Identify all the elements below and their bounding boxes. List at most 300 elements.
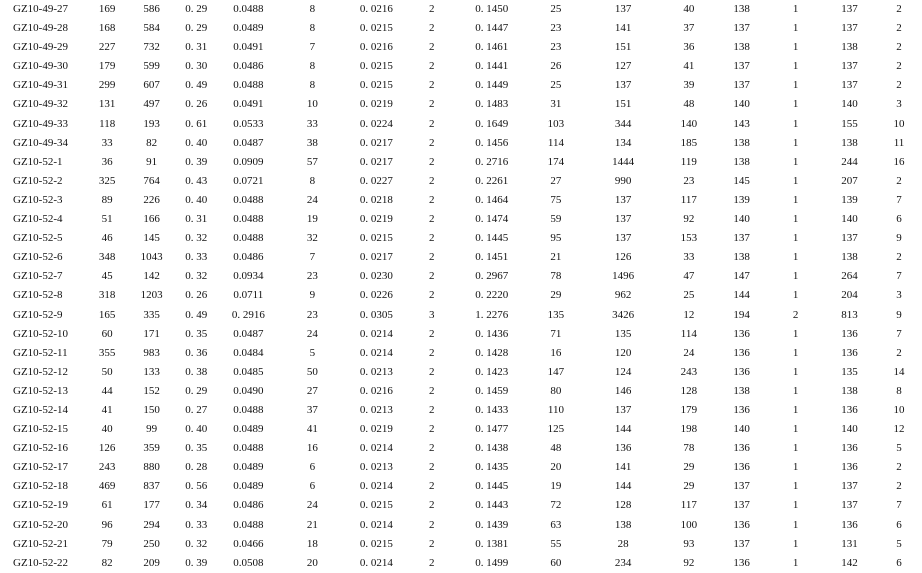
col-4-cell: 0. 61: [185, 117, 208, 130]
col-10-cell: 48: [550, 442, 562, 455]
col-9-cell: 0. 1477: [475, 423, 509, 436]
sample-id-cell: GZ10-52-11: [13, 346, 68, 359]
col-15-cell: 135: [841, 365, 858, 378]
col-9-cell: 1. 2276: [475, 308, 509, 321]
col-15-cell: 140: [841, 423, 858, 436]
col-14-cell: 1: [792, 442, 799, 455]
col-15-cell: 142: [841, 556, 858, 569]
col-11-cell: 120: [614, 346, 632, 359]
col-6-cell: 32: [306, 232, 318, 245]
col-14-cell: 1: [792, 79, 799, 92]
col-4-cell: 0. 28: [185, 461, 208, 474]
col-6-cell: 6: [309, 480, 316, 493]
col-11-cell: 138: [614, 518, 632, 531]
col-14-cell: 1: [792, 60, 799, 73]
col-9-cell: 0. 1483: [475, 98, 509, 111]
col-16-cell: 9: [896, 232, 902, 245]
table-row: [0, 516, 922, 535]
col-14-cell: 1: [792, 98, 799, 111]
col-3-cell: 837: [143, 480, 160, 493]
col-8-cell: 2: [428, 174, 435, 187]
sample-id-cell: GZ10-52-2: [13, 174, 63, 187]
col-16-cell: 2: [896, 3, 902, 15]
col-16-cell: 2: [896, 60, 902, 73]
col-11-cell: 137: [614, 213, 632, 226]
col-4-cell: 0. 36: [185, 346, 208, 359]
col-8-cell: 2: [428, 327, 435, 340]
col-7-cell: 0. 0215: [359, 499, 393, 512]
col-15-cell: 136: [841, 518, 858, 531]
col-13-cell: 137: [733, 480, 750, 493]
col-6-cell: 6: [309, 461, 316, 474]
col-16-cell: 14: [893, 365, 905, 378]
col-6-cell: 24: [306, 499, 318, 512]
col-4-cell: 0. 34: [185, 499, 208, 512]
col-15-cell: 207: [841, 174, 858, 187]
table-row: [0, 76, 922, 95]
table-row: [0, 554, 922, 573]
col-11-cell: 124: [614, 365, 632, 378]
col-11-cell: 1444: [612, 155, 635, 168]
col-10-cell: 75: [550, 193, 562, 206]
col-6-cell: 23: [306, 308, 318, 321]
col-9-cell: 0. 1441: [475, 60, 509, 73]
col-11-cell: 134: [614, 136, 632, 149]
col-7-cell: 0. 0214: [359, 346, 393, 359]
col-12-cell: 33: [683, 251, 695, 264]
col-6-cell: 8: [309, 174, 316, 187]
col-3-cell: 145: [143, 232, 160, 245]
col-10-cell: 55: [550, 537, 562, 550]
col-14-cell: 1: [792, 480, 799, 493]
col-4-cell: 0. 31: [185, 41, 208, 54]
col-5-cell: 0.0487: [233, 136, 264, 149]
col-9-cell: 0. 1456: [475, 136, 509, 149]
col-16-cell: 7: [896, 193, 902, 206]
col-10-cell: 26: [550, 60, 562, 73]
col-6-cell: 50: [306, 365, 318, 378]
col-15-cell: 813: [841, 308, 858, 321]
col-16-cell: 7: [896, 327, 902, 340]
col-9-cell: 0. 1439: [475, 518, 509, 531]
col-3-cell: 1043: [140, 251, 163, 264]
col-9-cell: 0. 1450: [475, 3, 509, 15]
col-10-cell: 25: [550, 79, 562, 92]
col-13-cell: 136: [733, 442, 750, 455]
col-16-cell: 11: [893, 136, 905, 149]
col-12-cell: 185: [680, 136, 698, 149]
col-10-cell: 21: [550, 251, 562, 264]
col-6-cell: 8: [309, 79, 316, 92]
col-15-cell: 137: [841, 480, 858, 493]
table-row: [0, 344, 922, 363]
col-8-cell: 2: [428, 22, 435, 35]
col-4-cell: 0. 38: [185, 365, 208, 378]
col-8-cell: 2: [428, 117, 435, 130]
col-5-cell: 0.0491: [233, 98, 264, 111]
table-row: [0, 382, 922, 401]
col-16-cell: 2: [896, 461, 902, 474]
col-14-cell: 1: [792, 117, 799, 130]
col-14-cell: 1: [792, 518, 799, 531]
col-3-cell: 607: [143, 79, 160, 92]
col-4-cell: 0. 33: [185, 518, 208, 531]
col-6-cell: 10: [306, 98, 318, 111]
col-2-cell: 179: [98, 60, 116, 73]
col-3-cell: 599: [143, 60, 160, 73]
col-7-cell: 0. 0215: [359, 22, 393, 35]
col-2-cell: 61: [101, 499, 113, 512]
col-8-cell: 2: [428, 556, 435, 569]
col-9-cell: 0. 1445: [475, 480, 509, 493]
col-5-cell: 0.0489: [233, 461, 264, 474]
sample-id-cell: GZ10-52-19: [13, 499, 68, 512]
col-13-cell: 138: [733, 251, 750, 264]
col-14-cell: 1: [792, 22, 799, 35]
table-row: [0, 229, 922, 248]
col-2-cell: 168: [98, 22, 116, 35]
col-2-cell: 243: [98, 461, 116, 474]
col-5-cell: 0.0489: [233, 22, 264, 35]
col-8-cell: 2: [428, 365, 435, 378]
col-2-cell: 41: [101, 403, 113, 416]
col-10-cell: 103: [547, 117, 565, 130]
col-7-cell: 0. 0214: [359, 442, 393, 455]
col-14-cell: 1: [792, 499, 799, 512]
col-5-cell: 0.0485: [233, 365, 264, 378]
col-5-cell: 0.0488: [233, 232, 264, 245]
col-2-cell: 355: [98, 346, 116, 359]
table-row: [0, 401, 922, 420]
col-8-cell: 2: [428, 251, 435, 264]
col-7-cell: 0. 0215: [359, 60, 393, 73]
col-4-cell: 0. 40: [185, 193, 208, 206]
col-2-cell: 51: [101, 213, 113, 226]
col-13-cell: 138: [733, 384, 750, 397]
col-9-cell: 0. 1443: [475, 499, 509, 512]
col-8-cell: 2: [428, 537, 435, 550]
col-10-cell: 27: [550, 174, 562, 187]
col-6-cell: 8: [309, 3, 316, 15]
col-11-cell: 137: [614, 3, 632, 15]
col-15-cell: 137: [841, 22, 858, 35]
col-3-cell: 91: [146, 155, 158, 168]
col-2-cell: 131: [98, 98, 116, 111]
table-row: [0, 172, 922, 191]
col-13-cell: 138: [733, 155, 750, 168]
col-8-cell: 2: [428, 41, 435, 54]
col-5-cell: 0. 2916: [231, 308, 265, 321]
col-12-cell: 41: [683, 60, 695, 73]
col-2-cell: 126: [98, 442, 116, 455]
col-12-cell: 37: [683, 22, 695, 35]
col-2-cell: 118: [99, 117, 116, 130]
col-16-cell: 6: [896, 556, 902, 569]
col-11-cell: 144: [614, 423, 632, 436]
col-11-cell: 344: [614, 117, 632, 130]
col-13-cell: 137: [733, 22, 750, 35]
col-16-cell: 10: [893, 117, 905, 130]
col-16-cell: 2: [896, 346, 902, 359]
col-14-cell: 1: [792, 270, 799, 283]
col-2-cell: 33: [101, 136, 113, 149]
col-16-cell: 3: [896, 98, 902, 111]
col-9-cell: 0. 1449: [475, 79, 509, 92]
col-2-cell: 227: [98, 41, 116, 54]
sample-id-cell: GZ10-52-17: [13, 461, 68, 474]
table-row: [0, 420, 922, 439]
col-2-cell: 79: [101, 537, 113, 550]
table-row: [0, 153, 922, 172]
col-5-cell: 0.0488: [233, 193, 264, 206]
col-13-cell: 143: [733, 117, 750, 130]
col-6-cell: 18: [306, 537, 318, 550]
col-14-cell: 1: [792, 289, 799, 302]
col-7-cell: 0. 0217: [359, 136, 393, 149]
col-3-cell: 142: [143, 270, 160, 283]
col-3-cell: 193: [143, 117, 160, 130]
col-15-cell: 155: [841, 117, 858, 130]
col-7-cell: 0. 0214: [359, 480, 393, 493]
col-6-cell: 19: [306, 213, 318, 226]
col-8-cell: 2: [428, 136, 435, 149]
col-6-cell: 38: [306, 136, 318, 149]
col-14-cell: 1: [792, 556, 799, 569]
col-10-cell: 80: [550, 384, 562, 397]
col-11-cell: 127: [614, 60, 632, 73]
sample-id-cell: GZ10-49-30: [13, 60, 68, 73]
col-15-cell: 137: [841, 79, 858, 92]
col-8-cell: 2: [428, 384, 435, 397]
col-11-cell: 137: [614, 79, 632, 92]
col-16-cell: 7: [896, 499, 902, 512]
col-13-cell: 137: [733, 537, 750, 550]
col-9-cell: 0. 1428: [475, 346, 509, 359]
sample-id-cell: GZ10-49-32: [13, 98, 68, 111]
sample-id-cell: GZ10-52-10: [13, 327, 68, 340]
col-11-cell: 128: [614, 499, 632, 512]
col-15-cell: 244: [841, 155, 858, 168]
col-13-cell: 136: [733, 365, 750, 378]
col-4-cell: 0. 40: [185, 423, 208, 436]
sample-id-cell: GZ10-52-5: [13, 232, 63, 245]
col-3-cell: 584: [143, 22, 160, 35]
col-14-cell: 1: [792, 213, 799, 226]
col-6-cell: 8: [309, 22, 316, 35]
sample-id-cell: GZ10-49-31: [13, 79, 68, 92]
col-15-cell: 140: [841, 98, 858, 111]
col-6-cell: 24: [306, 327, 318, 340]
sample-id-cell: GZ10-52-13: [13, 384, 68, 397]
col-5-cell: 0.0488: [233, 3, 264, 15]
col-11-cell: 990: [614, 174, 632, 187]
col-11-cell: 3426: [612, 308, 635, 321]
col-8-cell: 2: [428, 270, 435, 283]
col-2-cell: 44: [101, 384, 113, 397]
col-8-cell: 2: [428, 98, 435, 111]
col-12-cell: 48: [683, 98, 695, 111]
col-13-cell: 138: [733, 41, 750, 54]
col-5-cell: 0.0486: [233, 499, 264, 512]
col-11-cell: 144: [614, 480, 632, 493]
col-7-cell: 0. 0219: [359, 423, 393, 436]
table-row: [0, 248, 922, 267]
col-14-cell: 1: [792, 346, 799, 359]
col-9-cell: 0. 1438: [475, 442, 509, 455]
sample-id-cell: GZ10-52-8: [13, 289, 63, 302]
sample-id-cell: GZ10-49-33: [13, 117, 68, 130]
col-7-cell: 0. 0215: [359, 537, 393, 550]
col-9-cell: 0. 1435: [475, 461, 509, 474]
col-7-cell: 0. 0305: [359, 308, 393, 321]
col-10-cell: 110: [547, 403, 564, 416]
col-16-cell: 5: [896, 442, 902, 455]
col-6-cell: 24: [306, 193, 318, 206]
col-7-cell: 0. 0219: [359, 213, 393, 226]
col-15-cell: 137: [841, 3, 858, 15]
col-7-cell: 0. 0218: [359, 193, 393, 206]
col-4-cell: 0. 39: [185, 155, 208, 168]
col-12-cell: 47: [683, 270, 695, 283]
table-row: [0, 286, 922, 305]
sample-id-cell: GZ10-49-34: [13, 136, 68, 149]
table-row: [0, 191, 922, 210]
col-11-cell: 146: [614, 384, 632, 397]
table-row: [0, 496, 922, 515]
col-14-cell: 1: [792, 365, 799, 378]
col-16-cell: 2: [896, 22, 902, 35]
col-13-cell: 140: [733, 423, 750, 436]
col-7-cell: 0. 0216: [359, 3, 393, 15]
col-10-cell: 78: [550, 270, 562, 283]
col-4-cell: 0. 39: [185, 556, 208, 569]
col-12-cell: 243: [680, 365, 698, 378]
col-8-cell: 2: [428, 60, 435, 73]
col-12-cell: 39: [683, 79, 695, 92]
col-5-cell: 0.0508: [233, 556, 264, 569]
col-12-cell: 23: [683, 174, 695, 187]
col-14-cell: 1: [792, 403, 799, 416]
col-4-cell: 0. 40: [185, 136, 208, 149]
col-5-cell: 0.0533: [233, 117, 264, 130]
col-14-cell: 1: [792, 41, 799, 54]
col-4-cell: 0. 32: [185, 270, 208, 283]
col-3-cell: 880: [143, 461, 160, 474]
col-6-cell: 27: [306, 384, 318, 397]
col-11-cell: 126: [614, 251, 632, 264]
col-13-cell: 136: [733, 556, 750, 569]
col-14-cell: 1: [792, 423, 799, 436]
col-3-cell: 1203: [140, 289, 163, 302]
col-4-cell: 0. 49: [185, 308, 208, 321]
col-10-cell: 114: [547, 136, 564, 149]
sample-id-cell: GZ10-52-12: [13, 365, 68, 378]
col-9-cell: 0. 2967: [475, 270, 509, 283]
col-7-cell: 0. 0230: [359, 270, 393, 283]
col-7-cell: 0. 0213: [359, 403, 393, 416]
sample-id-cell: GZ10-52-21: [13, 537, 68, 550]
table-row: [0, 325, 922, 344]
table-row: [0, 306, 922, 325]
table-row: [0, 115, 922, 134]
sample-id-cell: GZ10-52-22: [13, 556, 68, 569]
col-2-cell: 45: [101, 270, 113, 283]
col-3-cell: 497: [143, 98, 160, 111]
col-7-cell: 0. 0215: [359, 79, 393, 92]
table-row: [0, 363, 922, 382]
col-7-cell: 0. 0226: [359, 289, 393, 302]
col-9-cell: 0. 1461: [475, 41, 509, 54]
col-15-cell: 136: [841, 327, 858, 340]
col-15-cell: 138: [841, 251, 858, 264]
col-9-cell: 0. 1451: [475, 251, 509, 264]
col-16-cell: 16: [893, 155, 905, 168]
col-16-cell: 2: [896, 480, 902, 493]
col-5-cell: 0.0711: [233, 289, 264, 302]
col-16-cell: 9: [896, 308, 902, 321]
table-row: [0, 19, 922, 38]
col-3-cell: 294: [143, 518, 160, 531]
col-5-cell: 0.0488: [233, 403, 264, 416]
col-11-cell: 28: [617, 537, 629, 550]
col-11-cell: 135: [614, 327, 632, 340]
col-5-cell: 0.0488: [233, 79, 264, 92]
col-14-cell: 1: [792, 232, 799, 245]
col-13-cell: 136: [733, 403, 750, 416]
col-15-cell: 136: [841, 442, 858, 455]
col-4-cell: 0. 33: [185, 251, 208, 264]
col-9-cell: 0. 1464: [475, 193, 509, 206]
col-10-cell: 63: [550, 518, 562, 531]
col-7-cell: 0. 0217: [359, 251, 393, 264]
col-15-cell: 138: [841, 136, 858, 149]
col-10-cell: 147: [547, 365, 565, 378]
col-12-cell: 140: [680, 117, 698, 130]
col-3-cell: 209: [143, 556, 160, 569]
col-6-cell: 23: [306, 270, 318, 283]
table-row: [0, 134, 922, 153]
col-2-cell: 60: [101, 327, 113, 340]
sample-id-cell: GZ10-49-29: [13, 41, 68, 54]
col-3-cell: 152: [143, 384, 160, 397]
col-4-cell: 0. 32: [185, 537, 208, 550]
col-14-cell: 1: [792, 155, 799, 168]
col-12-cell: 117: [680, 193, 697, 206]
col-2-cell: 469: [98, 480, 116, 493]
col-14-cell: 1: [792, 136, 799, 149]
col-5-cell: 0.0484: [233, 346, 264, 359]
col-13-cell: 194: [733, 308, 750, 321]
col-12-cell: 179: [680, 403, 698, 416]
col-7-cell: 0. 0214: [359, 556, 393, 569]
col-6-cell: 41: [306, 423, 318, 436]
col-12-cell: 29: [683, 461, 695, 474]
col-4-cell: 0. 29: [185, 3, 208, 15]
col-3-cell: 586: [143, 3, 160, 15]
col-14-cell: 1: [792, 461, 799, 474]
col-8-cell: 2: [428, 442, 435, 455]
col-2-cell: 96: [101, 518, 113, 531]
col-16-cell: 2: [896, 41, 902, 54]
table-row: [0, 38, 922, 57]
col-3-cell: 226: [143, 193, 160, 206]
sample-id-cell: GZ10-52-14: [13, 403, 68, 416]
col-11-cell: 1496: [612, 270, 635, 283]
col-11-cell: 962: [614, 289, 632, 302]
col-14-cell: 1: [792, 251, 799, 264]
col-12-cell: 117: [680, 499, 697, 512]
col-15-cell: 136: [841, 346, 858, 359]
